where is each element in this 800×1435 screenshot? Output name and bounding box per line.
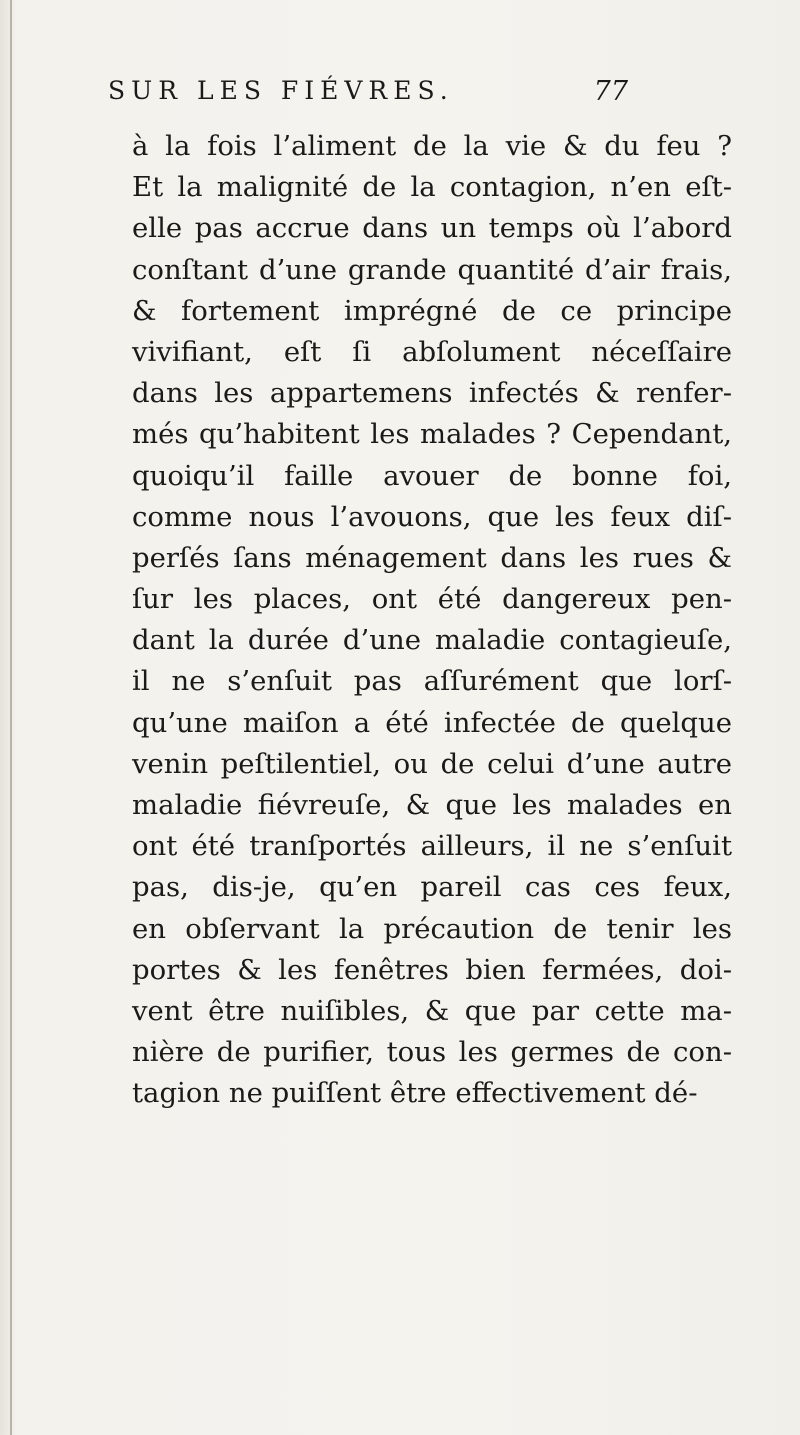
text-line: qu’une maiſon a été infectée de quelque	[132, 706, 732, 739]
body-text	[132, 126, 732, 1115]
text-line: elle pas accrue dans un temps où l’abord	[132, 212, 732, 245]
text-line: pas, dis-je, qu’en pareil cas ces feux,	[132, 871, 732, 904]
text-line: comme nous l’avouons, que les feux diſ-	[132, 500, 732, 533]
page-number: 77	[593, 76, 628, 107]
text-line: Et la malignité de la contagion, n’en eſt-	[132, 171, 732, 204]
page-gutter-edge	[10, 0, 12, 1435]
text-line: més qu’habitent les malades ? Cependant,	[132, 418, 732, 451]
text-line: tagion ne puiſſent être effectivement dé-	[132, 1077, 698, 1110]
text-line: à la fois l’aliment de la vie & du feu ?	[132, 130, 732, 162]
running-title: SUR LES FIÉVRES.	[108, 76, 454, 105]
text-line: dant la durée d’une maladie contagieuſe,	[132, 624, 732, 657]
text-line: & fortement imprégné de ce principe	[132, 294, 732, 327]
text-line: venin peſtilentiel, ou de celui d’une autre	[132, 747, 732, 780]
text-line: perſés ſans ménagement dans les rues &	[132, 541, 732, 574]
page-header	[108, 76, 628, 116]
text-line: il ne s’enſuit pas aſſurément que lorſ-	[132, 665, 732, 698]
text-line: ſur les places, ont été dangereux pen-	[132, 583, 732, 616]
text-line: dans les appartemens infectés & renfer-	[132, 377, 732, 410]
text-line: ont été tranſportés ailleurs, il ne s’enſuit	[132, 830, 732, 863]
text-line: portes & les fenêtres bien fermées, doi-	[132, 953, 732, 986]
text-line: vivifiant, eſt ſi abſolument néceſſaire	[132, 335, 732, 368]
text-line: vent être nuiſibles, & que par cette ma-	[132, 994, 732, 1027]
text-line: maladie fiévreuſe, & que les malades en	[132, 789, 732, 821]
text-line: quoiqu’il faille avouer de bonne foi,	[132, 459, 732, 492]
text-line: nière de purifier, tous les germes de con-	[132, 1036, 732, 1069]
text-line: en obſervant la précaution de tenir les	[132, 912, 732, 945]
text-line: conſtant d’une grande quantité d’air frais,	[132, 253, 732, 286]
